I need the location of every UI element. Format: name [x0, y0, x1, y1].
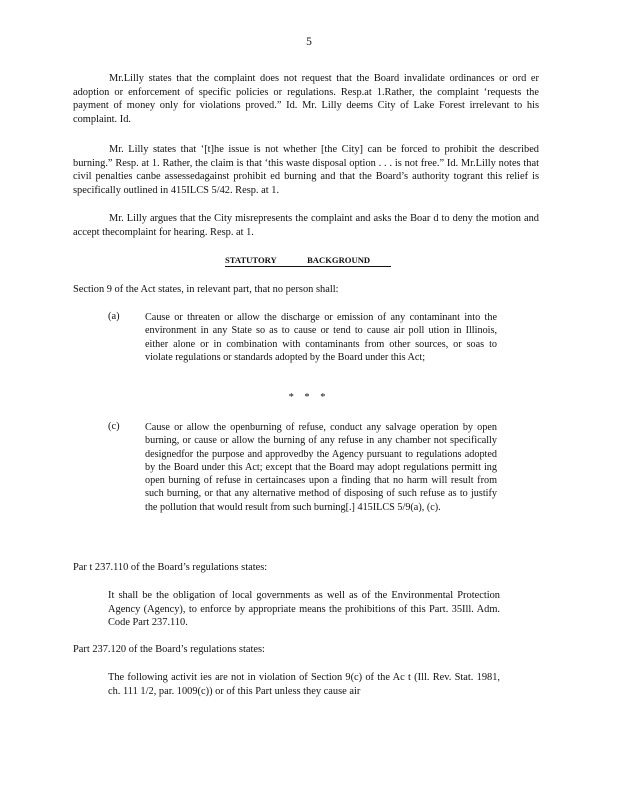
section-heading	[225, 255, 391, 267]
item-a-label: (a)	[108, 311, 120, 322]
page-number: 5	[306, 36, 312, 48]
heading-word-background: BACKGROUND	[307, 255, 371, 265]
part-237-110-intro: Par t 237.110 of the Board’s regulations states:	[73, 562, 268, 573]
section-9-intro: Section 9 of the Act states, in relevant part, that no person shall:	[73, 284, 339, 295]
part-237-110-quote: It shall be the obligation of local governments as well as of the Environmental Protection Agency (Agency), to enforce by appropriate means the prohibitions of this Part. 35Ill. Adm. Code Part 237.110.	[108, 590, 500, 628]
part-237-120-intro: Part 237.120 of the Board’s regulations states:	[73, 644, 265, 655]
part-237-120-quote: The following activit ies are not in violation of Section 9(c) of the Ac t (Ill. Rev. Stat. 1981, ch. 111 1/2, par. 1009(c)) or of this Part unless they cause air	[108, 672, 500, 697]
heading-word-statutory: STATUTORY	[225, 255, 277, 265]
omission-marker: * * *	[288, 392, 330, 403]
paragraph-complaint-scope: Mr.Lilly states that the complaint does not request that the Board invalidate ordinances or ord er adoption or enforcement of specific policies or regulations. Resp.at 1.Rather, the complaint ‘requests the payment of money only for violations proved.” Id. Mr. Lilly deems City of Lake Forest irrelevant to his complaint. Id.	[73, 73, 539, 125]
item-c-label: (c)	[108, 421, 120, 432]
paragraph-city-misrepresents: Mr. Lilly argues that the City misrepresents the complaint and asks the Boar d to deny the motion and accept thecomplaint for hearing. Resp. at 1.	[73, 213, 539, 238]
item-c-text: Cause or allow the openburning of refuse, conduct any salvage operation by open burning, or cause or allow the burning of any refuse in any chamber not specifically designedfor the purpose and approvedby the Agency pursuant to regulations adopted by the Board under this Act; except that the Board may adopt regulations permitt ing open burning of refuse in certaincases upon a finding that no harm will result from such burning, or that any alternative method of disposing of such refuse as to justify the pollution that would result from such burning[.] 415ILCS 5/9(a), (c).	[145, 422, 497, 513]
item-a-text: Cause or threaten or allow the discharge or emission of any contaminant into the environment in any State so as to cause or tend to cause air poll ution in Illinois, either alone or in combination with contaminants from other sources, or soas to violate regulations or standards adopted by the Board under this Act;	[145, 312, 497, 363]
paragraph-issue-statement: Mr. Lilly states that ‘[t]he issue is not whether [the City] can be forced to prohibit the described burning.” Resp. at 1. Rather, the claim is that ‘this waste disposal option . . . is not free.” Id. Mr.Lilly notes that civil penalties canbe assessedagainst prohibit ed burning and that the Board’s authority togrant this relief is specifically outlined in 415ILCS 5/42. Resp. at 1.	[73, 144, 539, 196]
